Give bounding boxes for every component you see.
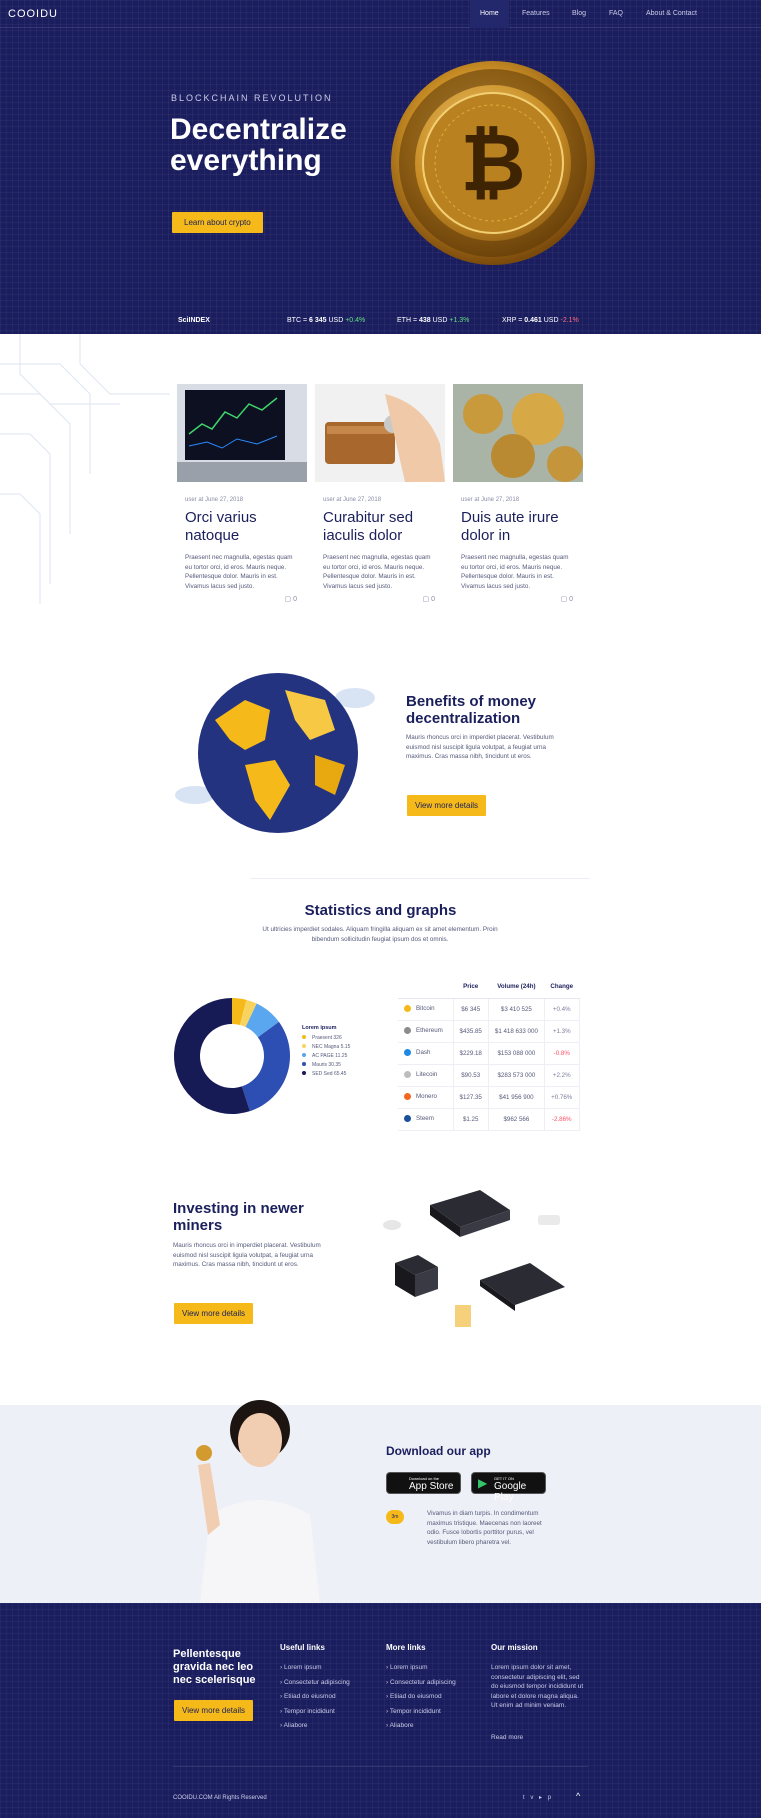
- change-cell: -2.86%: [544, 1108, 579, 1130]
- footer-link[interactable]: › Consectetur adipiscing: [386, 1678, 456, 1686]
- social-links: [523, 1794, 551, 1801]
- learn-crypto-button[interactable]: Learn about crypto: [172, 212, 263, 233]
- article-card-2[interactable]: [315, 384, 445, 609]
- play-icon: ▶: [478, 1476, 488, 1490]
- table-row: [398, 1020, 579, 1042]
- footer-divider: [173, 1766, 588, 1767]
- comments-count[interactable]: ▢ 0: [560, 596, 573, 603]
- footer-tagline: Pellentesque gravida nec leo nec scelerisque: [173, 1648, 256, 1686]
- chevron-right-icon: ›: [280, 1664, 284, 1671]
- top-nav: [0, 0, 761, 28]
- article-title[interactable]: Duis aute irure dolor in: [461, 509, 559, 544]
- read-more-link[interactable]: Read more: [491, 1734, 524, 1741]
- change-cell: +0.76%: [544, 1086, 579, 1108]
- nav-faq[interactable]: FAQ: [609, 10, 624, 17]
- volume-cell: $153 088 000: [488, 1042, 544, 1064]
- logo[interactable]: COOIDU: [8, 8, 58, 20]
- legend-swatch: [302, 1035, 306, 1039]
- coin-cell: Dash: [398, 1042, 453, 1064]
- article-image-coins: [453, 384, 583, 482]
- chevron-right-icon: ›: [386, 1678, 390, 1686]
- article-meta: user at June 27, 2018: [323, 497, 382, 503]
- coin-icon: [404, 1115, 411, 1122]
- award-badge: 3m: [386, 1510, 404, 1524]
- more-links-list: [386, 1661, 456, 1734]
- coin-icon: [404, 1071, 411, 1078]
- change-cell: +0.4%: [544, 998, 579, 1020]
- footer-link[interactable]: › Consectetur adipiscing: [280, 1678, 350, 1686]
- comment-icon: ▢: [422, 596, 432, 603]
- price-cell: $435.85: [453, 1020, 488, 1042]
- volume-cell: $1 418 633 000: [488, 1020, 544, 1042]
- miners-details-button[interactable]: View more details: [174, 1303, 253, 1324]
- benefits-title: Benefits of money decentralization: [406, 693, 537, 727]
- miners-title: Investing in newer miners: [173, 1200, 304, 1234]
- hero-section: [0, 0, 761, 334]
- table-row: [398, 1042, 579, 1064]
- benefits-text: Mauris rhoncus orci in imperdiet placerat. Vestibulum euismod nisl suscipit ligula volutpat, a feugiat urna maximus. Cras massa nibh, tincidunt ut eros.: [406, 734, 554, 760]
- vimeo-icon[interactable]: v: [530, 1795, 534, 1801]
- circuit-decoration: [0, 334, 200, 604]
- stats-title: Statistics and graphs: [304, 902, 457, 919]
- table-row: [398, 1064, 579, 1086]
- legend-swatch: [302, 1044, 306, 1048]
- coin-cell: Ethereum: [398, 1020, 453, 1042]
- app-store-button[interactable]: Download on the App Store: [386, 1472, 461, 1494]
- legend-swatch: [302, 1053, 306, 1057]
- stats-text: Ut ultricies imperdiet sodales. Aliquam fringilla aliquam ex sit amet elementum. Proin bibendum sollicitudin feugiat ipsum dos et omnis.: [262, 926, 498, 943]
- col-name: [398, 976, 453, 998]
- google-play-button[interactable]: ▶ GET IT ON Google Play: [471, 1472, 546, 1494]
- price-cell: $1.25: [453, 1108, 488, 1130]
- footer-link[interactable]: › Etiiad do eiusmod: [280, 1693, 336, 1700]
- app-download-section: [0, 1405, 761, 1603]
- coin-cell: Litecoin: [398, 1064, 453, 1086]
- coin-cell: Monero: [398, 1086, 453, 1108]
- legend-item: Mauris 30.35: [302, 1062, 350, 1071]
- col-price: Price: [453, 976, 488, 998]
- footer-link[interactable]: › Tempor incididunt: [386, 1707, 441, 1715]
- footer-link[interactable]: › Tempor incididunt: [280, 1707, 335, 1715]
- chevron-right-icon: ›: [280, 1678, 284, 1686]
- chips-illustration: [380, 1185, 585, 1345]
- change-cell: -0.8%: [544, 1042, 579, 1064]
- ticker-eth: ETH = 438 USD +1.3%: [397, 317, 470, 324]
- miners-text: Mauris rhoncus orci in imperdiet placerat. Vestibulum euismod nisl suscipit ligula volutpat, a feugiat urna maximus. Cras massa nibh, tincidunt ut eros.: [173, 1242, 321, 1268]
- comment-icon: ▢: [284, 596, 294, 603]
- footer-link[interactable]: › Aliabore: [280, 1722, 308, 1729]
- article-card-3[interactable]: [453, 384, 583, 609]
- stats-divider: [250, 878, 590, 879]
- globe-illustration: [175, 670, 380, 835]
- chevron-right-icon: ›: [280, 1722, 284, 1729]
- col-change: Change: [544, 976, 579, 998]
- footer-link[interactable]: › Etiiad do eiusmod: [386, 1693, 442, 1700]
- article-card-1[interactable]: [177, 384, 307, 609]
- chevron-right-icon: ›: [386, 1722, 390, 1729]
- article-title[interactable]: Orci varius natoque: [185, 509, 257, 544]
- price-cell: $90.53: [453, 1064, 488, 1086]
- article-meta: user at June 27, 2018: [461, 497, 520, 503]
- donut-slice: [242, 1022, 290, 1111]
- ticker-btc: BTC = 6 345 USD +0.4%: [287, 317, 366, 324]
- comment-icon: ▢: [560, 596, 570, 603]
- chart-legend: [302, 1035, 350, 1080]
- coin-cell: Bitcoin: [398, 998, 453, 1020]
- article-image-wallet: [315, 384, 445, 482]
- footer-link[interactable]: › Lorem ipsum: [386, 1664, 428, 1671]
- nav-about-contact[interactable]: About & Contact: [646, 10, 697, 17]
- twitter-icon[interactable]: t: [523, 1795, 525, 1801]
- volume-cell: $3 410 525: [488, 998, 544, 1020]
- comments-count[interactable]: ▢ 0: [422, 596, 435, 603]
- nav-blog[interactable]: Blog: [572, 10, 587, 17]
- legend-item: Praesent 326: [302, 1035, 350, 1044]
- svg-text:₿: ₿: [460, 116, 526, 209]
- article-excerpt: Praesent nec magnulla, egestas quam eu tortor orci, id eros. Mauris neque. Pellentesque dolor. Mauris in est. Vivamus lacus sed justo.: [185, 554, 293, 590]
- col-volume: Volume (24h): [488, 976, 544, 998]
- coin-icon: [404, 1093, 411, 1100]
- comments-count[interactable]: ▢ 0: [284, 596, 297, 603]
- useful-links-list: [280, 1661, 350, 1734]
- ticker-label: SciINDEX: [178, 317, 210, 324]
- table-row: [398, 998, 579, 1020]
- chevron-right-icon: ›: [280, 1707, 284, 1715]
- chevron-right-icon: ›: [386, 1693, 390, 1700]
- youtube-icon[interactable]: ▸: [539, 1795, 543, 1801]
- mission-text: Lorem ipsum dolor sit amet, consectetur adipiscing elit, sed do eiusmod tempor incididunt ut labore et dolore magna aliqua. Ut enim ad minim veniam.: [491, 1664, 584, 1709]
- app-title: Download our app: [386, 1444, 491, 1458]
- back-to-top-icon[interactable]: ^: [576, 1791, 581, 1801]
- legend-item: NEC Magna 5.15: [302, 1044, 350, 1053]
- price-cell: $229.18: [453, 1042, 488, 1064]
- mission-title: Our mission: [491, 1643, 538, 1652]
- legend-title: Lorem ipsum: [302, 1025, 337, 1031]
- bitcoin-coin-icon: [388, 58, 598, 268]
- footer-link[interactable]: › Lorem ipsum: [280, 1664, 322, 1671]
- article-image-trading: [177, 384, 307, 482]
- footer: [0, 1603, 761, 1818]
- copyright: COOIDU.COM All Rights Reserved: [173, 1795, 267, 1801]
- price-cell: $127.35: [453, 1086, 488, 1108]
- footer-link[interactable]: › Aliabore: [386, 1722, 414, 1729]
- nav-home[interactable]: Home: [470, 0, 509, 28]
- price-cell: $6 345: [453, 998, 488, 1020]
- coin-icon: [404, 1049, 411, 1056]
- legend-item: AC PAGE 11.25: [302, 1053, 350, 1062]
- footer-details-button[interactable]: View more details: [174, 1700, 253, 1721]
- useful-links-title: Useful links: [280, 1643, 325, 1652]
- donut-chart: [172, 996, 292, 1116]
- coin-cell: Steem: [398, 1108, 453, 1130]
- change-cell: +1.3%: [544, 1020, 579, 1042]
- volume-cell: $41 956 900: [488, 1086, 544, 1108]
- article-excerpt: Praesent nec magnulla, egestas quam eu tortor orci, id eros. Mauris neque. Pellentesque dolor. Mauris in est. Vivamus lacus sed justo.: [323, 554, 431, 590]
- legend-item: SED Sed 65.45: [302, 1071, 350, 1080]
- legend-swatch: [302, 1071, 306, 1075]
- chevron-right-icon: ›: [386, 1664, 390, 1671]
- coin-icon: [404, 1005, 411, 1012]
- table-row: [398, 1086, 579, 1108]
- table-row: [398, 1108, 579, 1130]
- article-title[interactable]: Curabitur sed iaculis dolor: [323, 509, 414, 544]
- hero-title: Decentralize everything: [170, 113, 347, 177]
- article-excerpt: Praesent nec magnulla, egestas quam eu tortor orci, id eros. Mauris neque. Pellentesque dolor. Mauris in est. Vivamus lacus sed justo.: [461, 554, 569, 590]
- change-cell: +2.2%: [544, 1064, 579, 1086]
- volume-cell: $962 566: [488, 1108, 544, 1130]
- legend-swatch: [302, 1062, 306, 1066]
- woman-portrait: [180, 1385, 340, 1603]
- benefits-details-button[interactable]: View more details: [407, 795, 486, 816]
- pinterest-icon[interactable]: p: [547, 1795, 552, 1801]
- article-meta: user at June 27, 2018: [185, 497, 244, 503]
- ticker-xrp: XRP = 0.461 USD -2.1%: [502, 317, 579, 324]
- nav-features[interactable]: Features: [522, 10, 550, 17]
- crypto-table: [398, 976, 580, 1131]
- volume-cell: $283 573 000: [488, 1064, 544, 1086]
- table-header-row: [398, 976, 579, 998]
- chevron-right-icon: ›: [386, 1707, 390, 1715]
- more-links-title: More links: [386, 1643, 426, 1652]
- hero-kicker: BLOCKCHAIN REVOLUTION: [171, 93, 333, 103]
- chevron-right-icon: ›: [280, 1693, 284, 1700]
- app-text: Vivamus in diam turpis. In condimentum maximus tristique. Maecenas non laoreet odio. Fusce lobortis porttitor purus, vel vestibulum libero pharetra vel.: [427, 1510, 542, 1546]
- coin-icon: [404, 1027, 411, 1034]
